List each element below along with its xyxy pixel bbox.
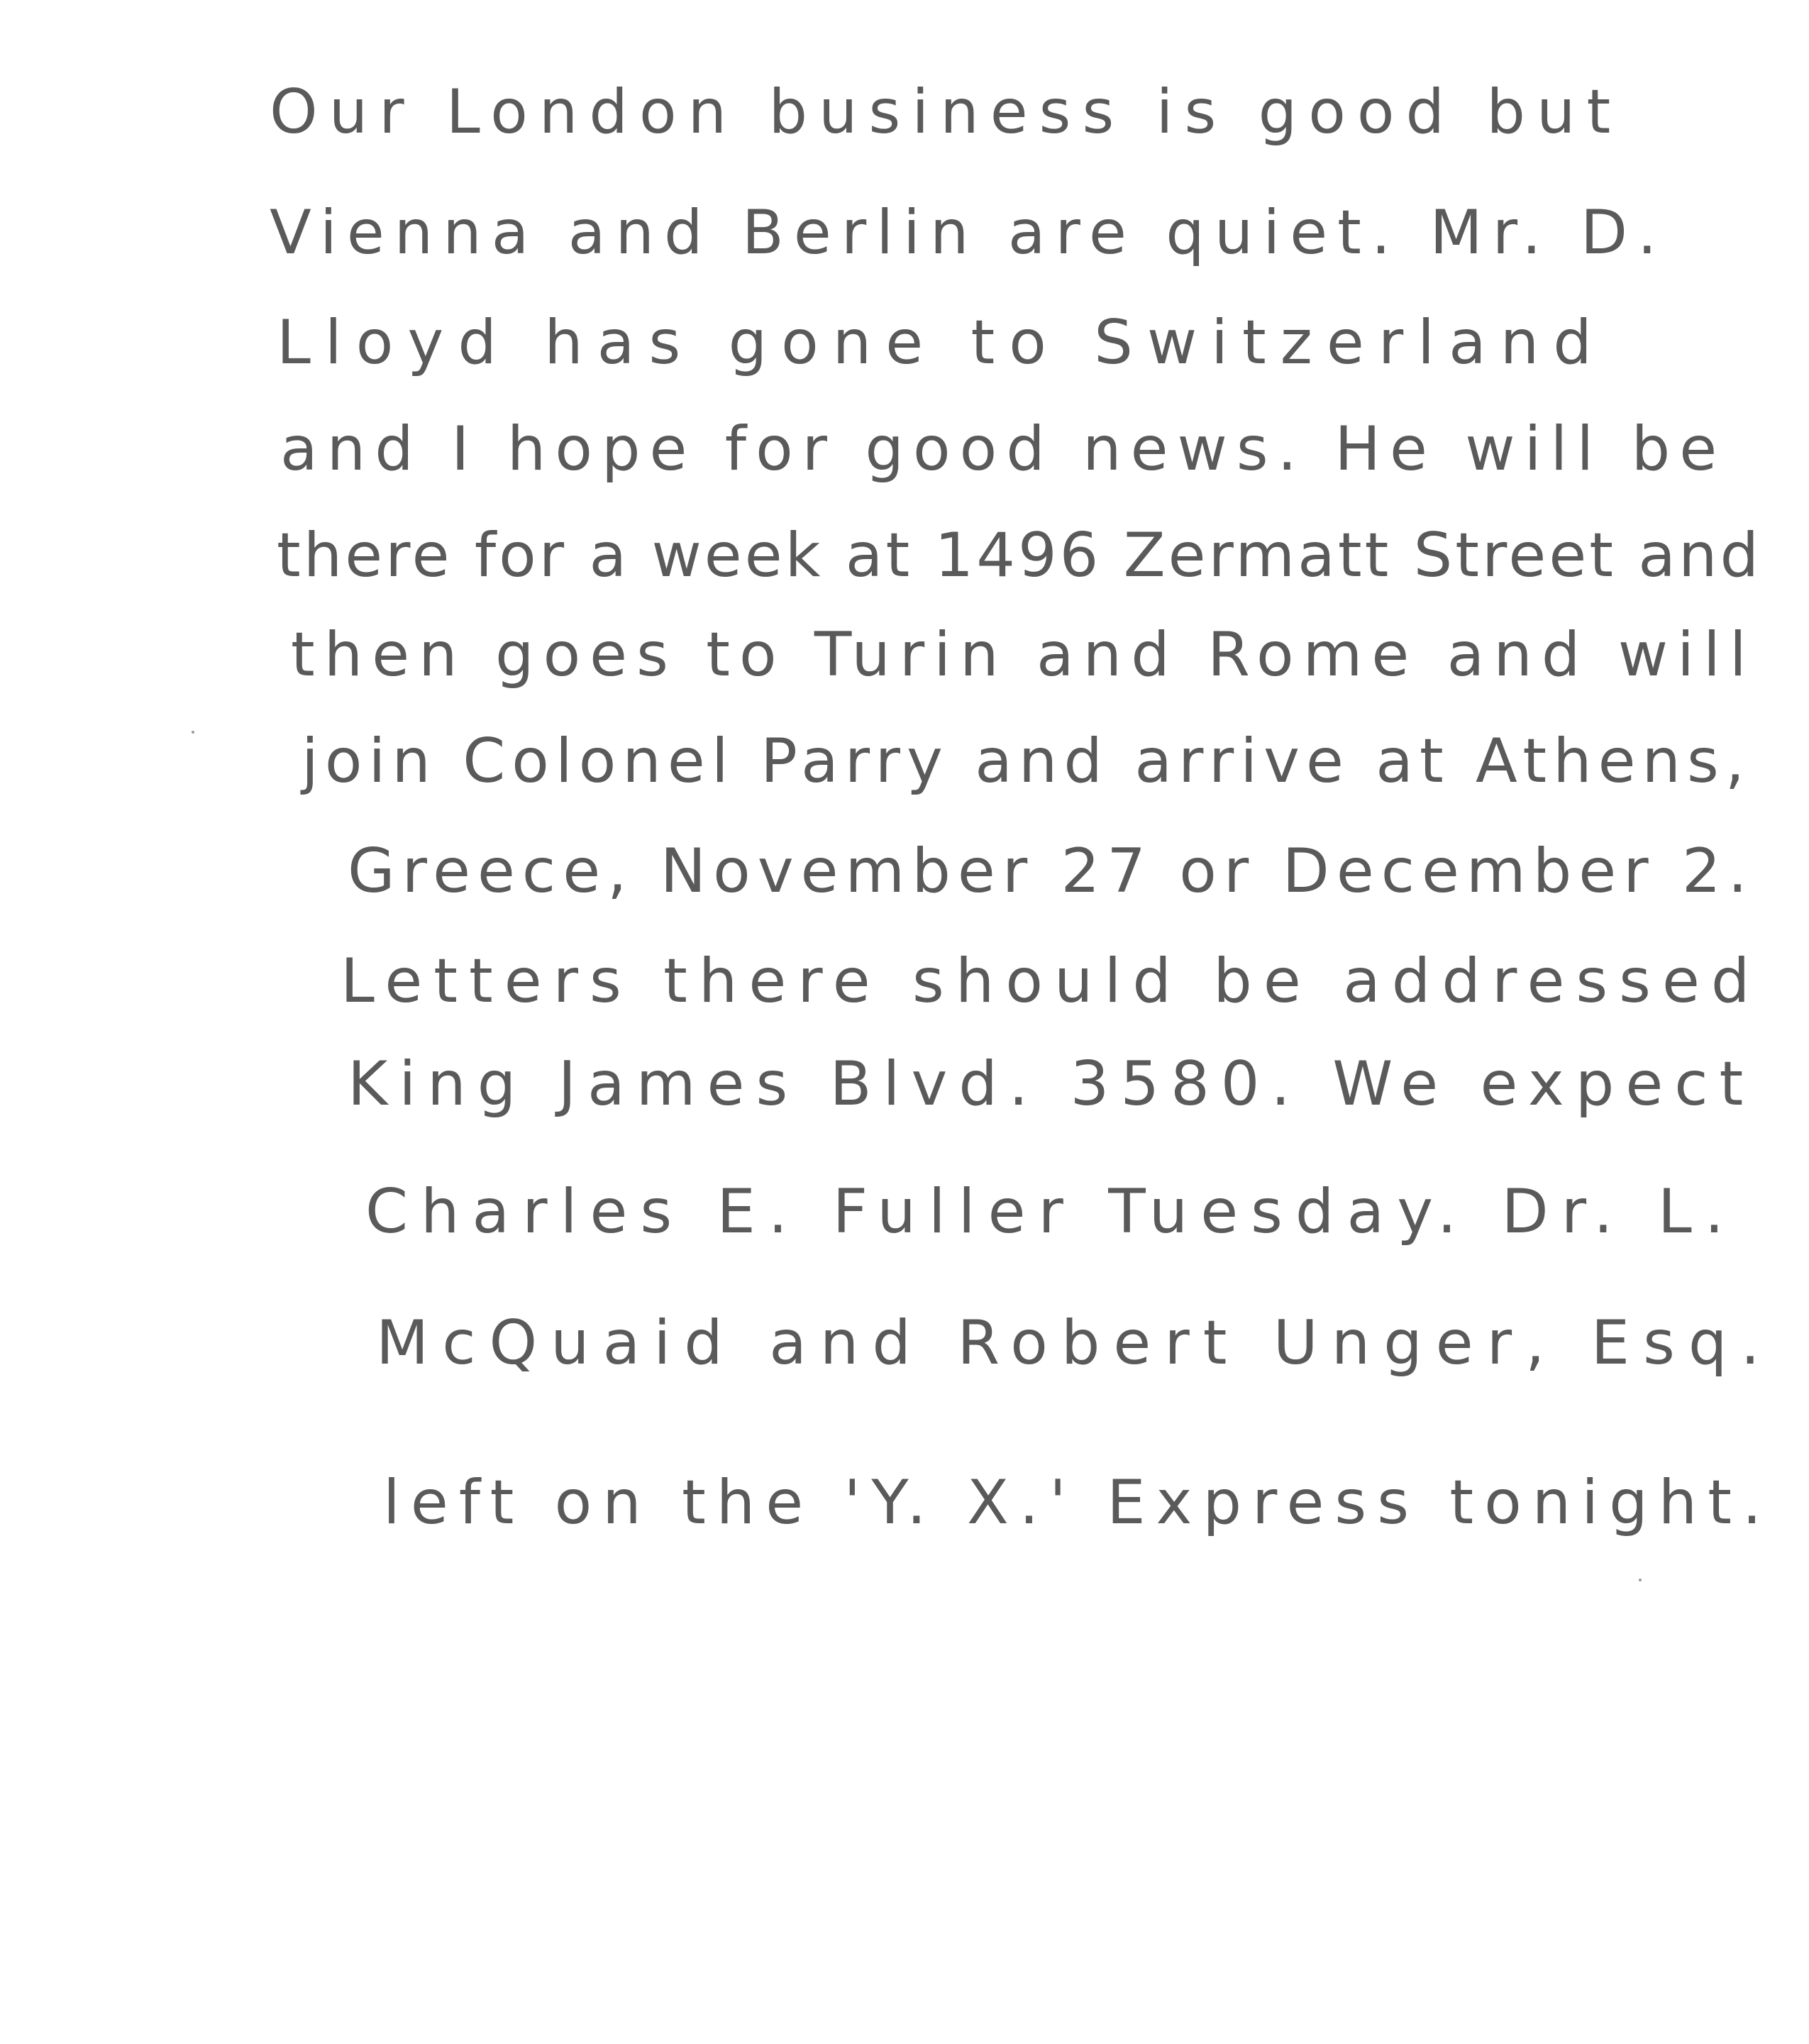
handwritten-line-11: Charles E. Fuller Tuesday. Dr. L. [365, 1176, 1737, 1247]
stray-pencil-mark [1639, 1579, 1642, 1581]
handwritten-line-3: Lloyd has gone to Switzerland [277, 307, 1606, 378]
handwritten-line-5: there for a week at 1496 Zermatt Street and [277, 520, 1762, 591]
handwritten-line-10: King James Blvd. 3580. We expect [348, 1049, 1755, 1120]
handwritten-line-1: Our London business is good but [270, 77, 1622, 148]
handwritten-line-13: left on the 'Y. X.' Express tonight. [383, 1467, 1773, 1538]
handwritten-line-2: Vienna and Berlin are quiet. Mr. D. [270, 197, 1667, 268]
handwritten-line-12: McQuaid and Robert Unger, Esq. [376, 1308, 1774, 1379]
handwritten-line-6: then goes to Turin and Rome and will [291, 619, 1756, 690]
stray-pencil-mark [192, 731, 194, 734]
handwritten-line-7: join Colonel Parry and arrive at Athens, [302, 726, 1752, 797]
handwritten-line-8: Greece, November 27 or December 2. [348, 836, 1754, 907]
handwritten-line-9: Letters there should be addressed [341, 946, 1761, 1017]
handwritten-line-4: and I hope for good news. He will be [280, 414, 1727, 485]
